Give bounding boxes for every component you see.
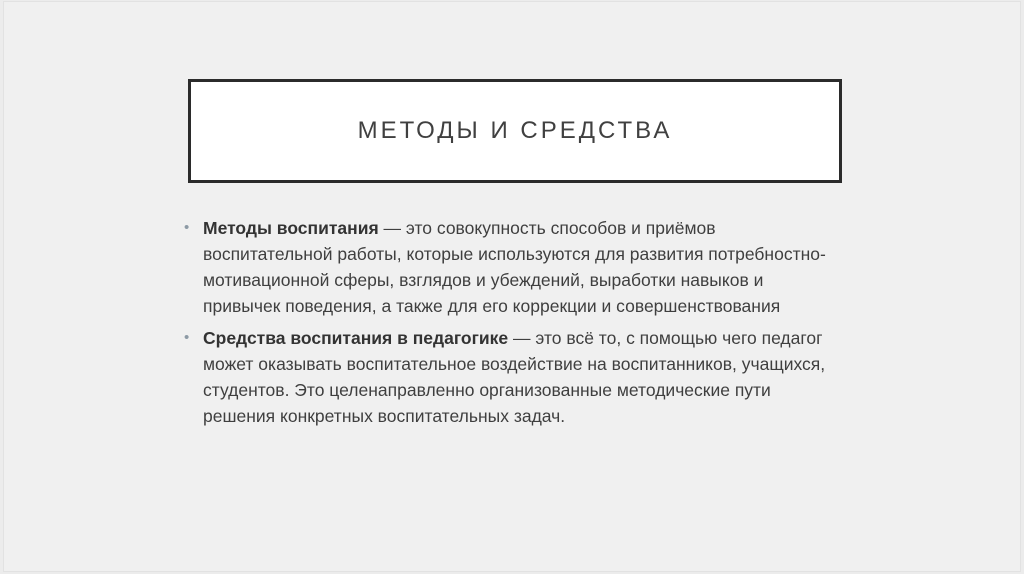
title-box — [188, 79, 842, 183]
bullet-icon: • — [184, 219, 190, 236]
bullet-text: — это совокупность способов и приёмов воспитательной работы, которые используются для развития потребностно-мотивационной сферы, взглядов и убеждений, выработки навыков и привычек поведения, а также для его коррекции и совершенствования — [203, 218, 826, 316]
slide — [3, 1, 1021, 572]
bullet-icon: • — [184, 329, 190, 346]
bullet-text: — это всё то, с помощью чего педагог может оказывать воспитательное воздействие на воспитанников, учащихся, студентов. Это целенаправленно организованные методические пути решения конкретных воспитательных задач. — [203, 328, 826, 426]
bullet-list — [182, 215, 842, 435]
bullet-term: Средства воспитания в педагогике — [203, 328, 509, 348]
slide-title: МЕТОДЫ И СРЕДСТВА — [357, 117, 673, 144]
bullet-item-methods — [182, 215, 842, 319]
bullet-item-means — [182, 325, 842, 429]
bullet-term: Методы воспитания — [203, 218, 379, 238]
